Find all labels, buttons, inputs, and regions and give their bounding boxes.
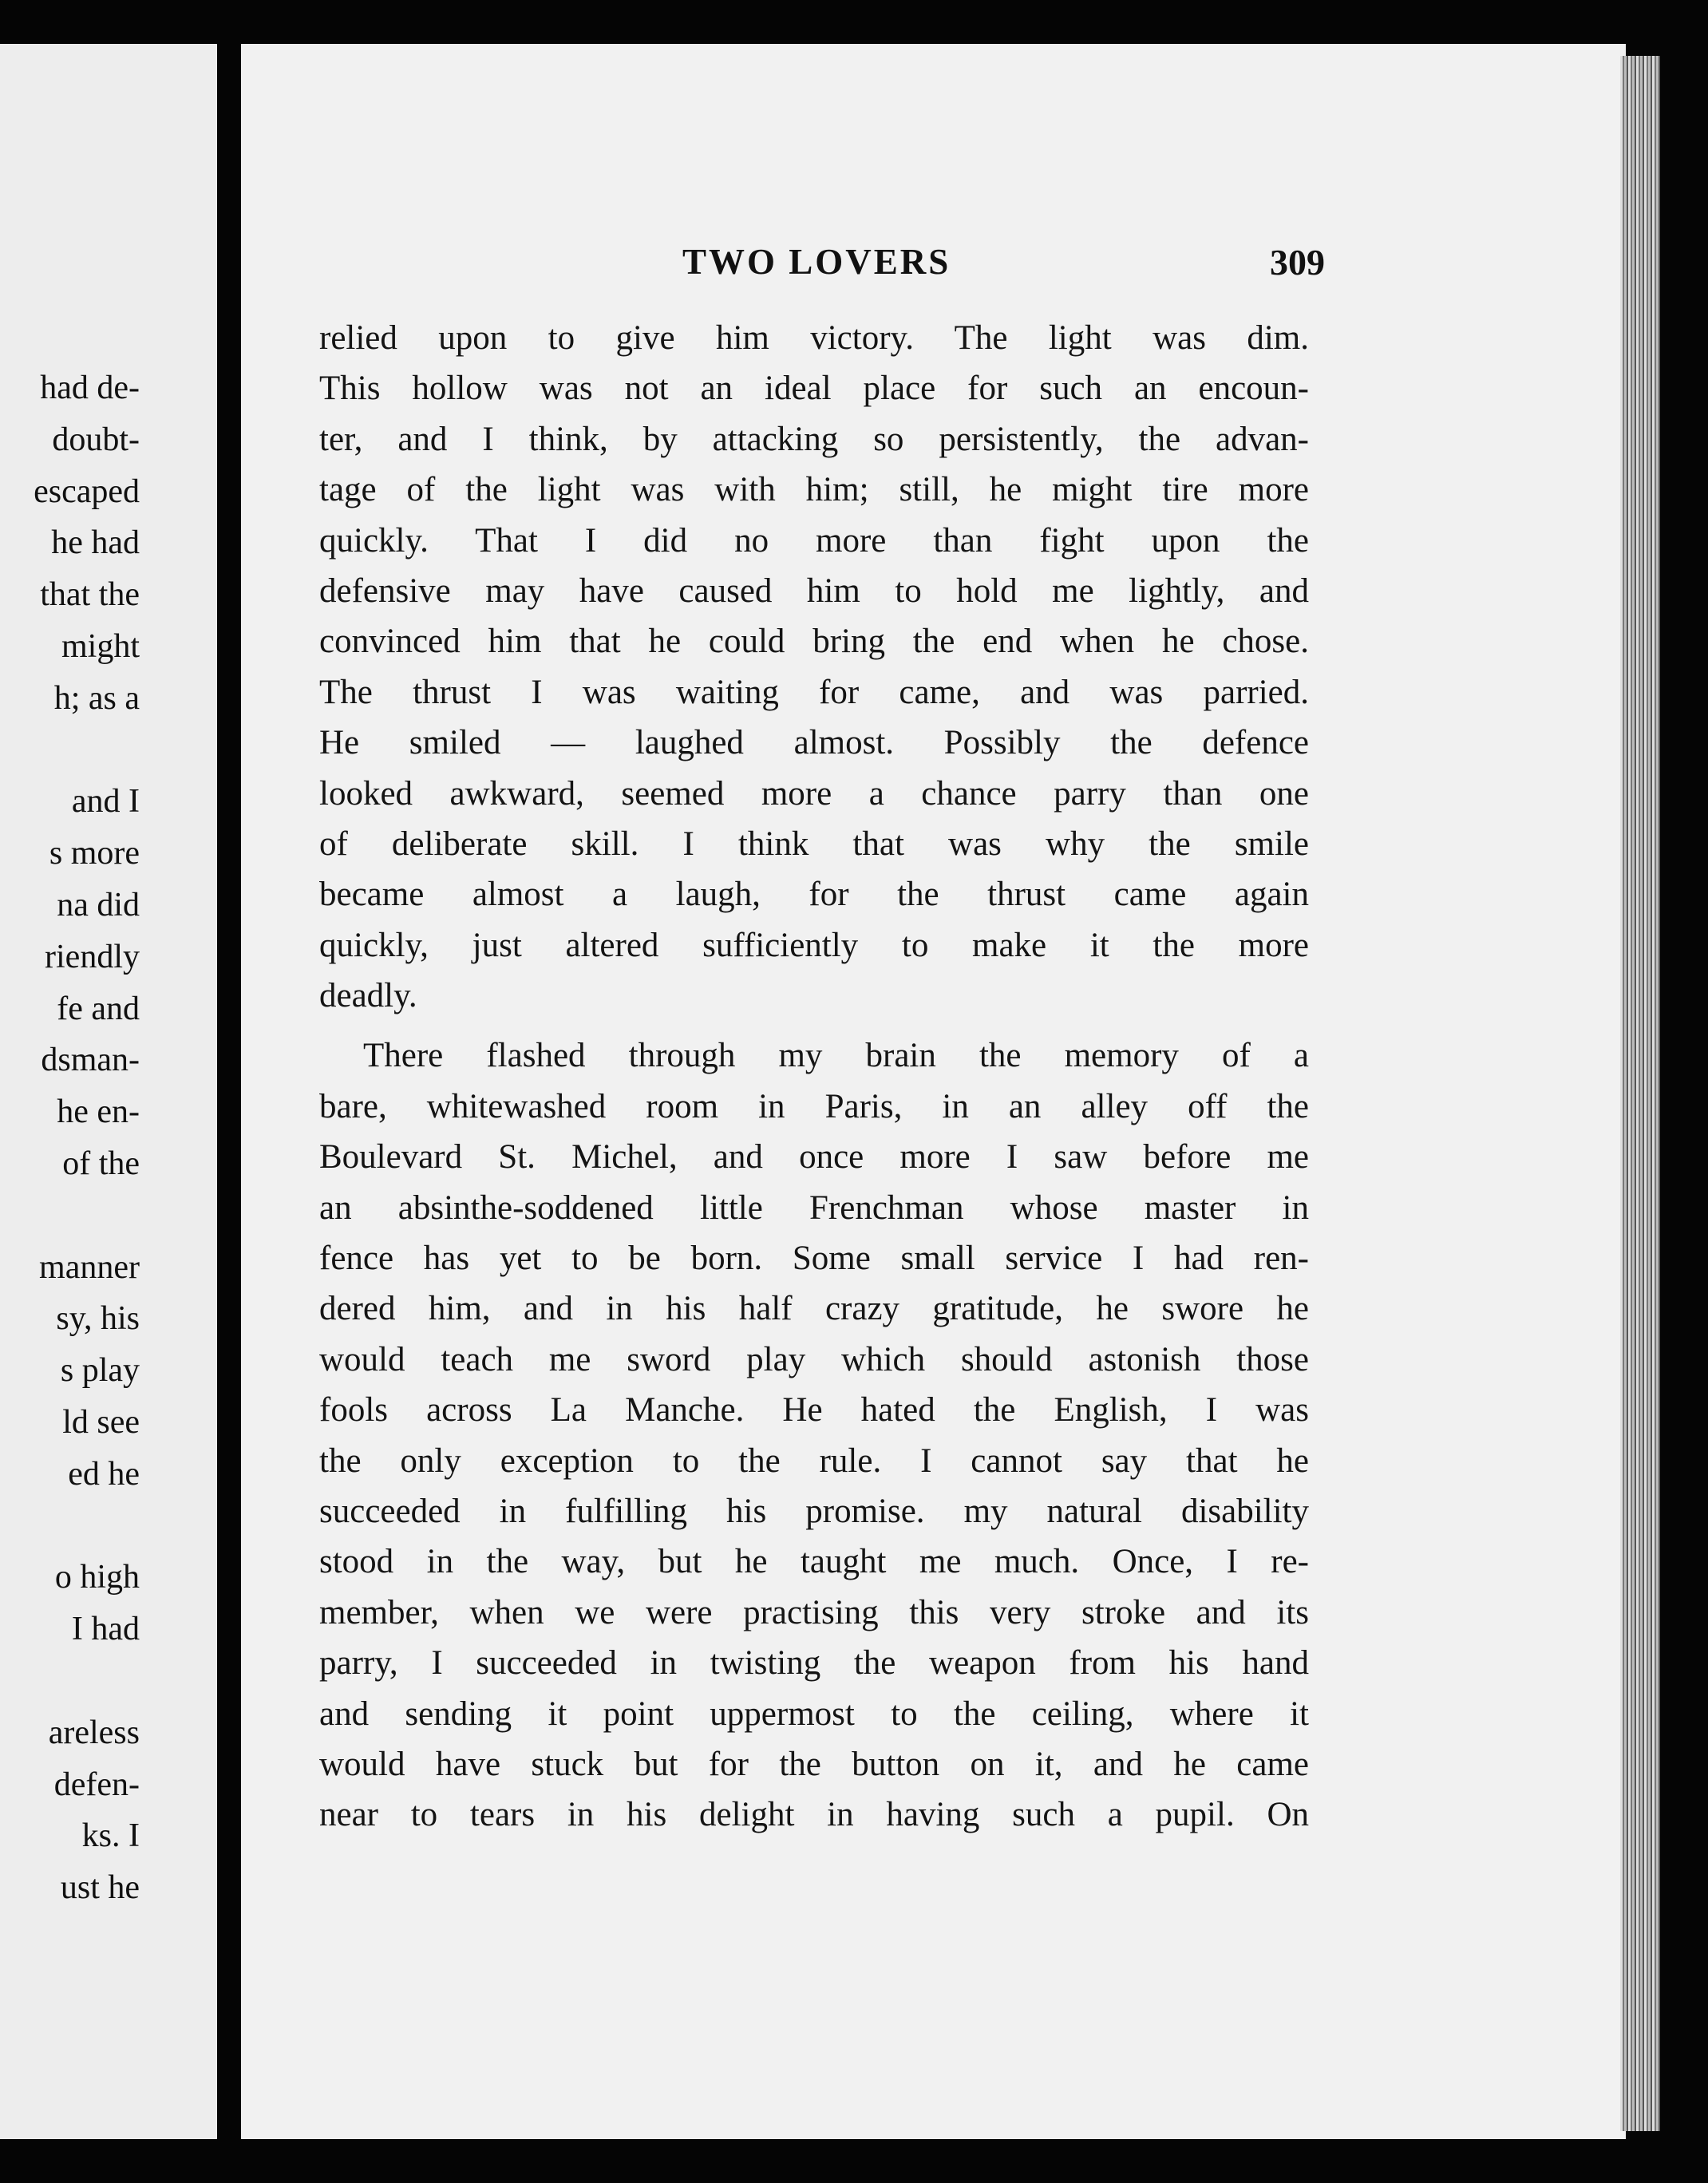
text-line: an absinthe-soddened little Frenchman whose master in bbox=[319, 1188, 1309, 1227]
facing-page-text: ed he bbox=[68, 1455, 140, 1493]
facing-page-text: he en- bbox=[57, 1093, 140, 1131]
text-line: ter, and I think, by attacking so persistently, the advan- bbox=[319, 420, 1309, 458]
text-line: He smiled — laughed almost. Possibly the defence bbox=[319, 724, 1309, 762]
page-edges bbox=[1620, 56, 1660, 2131]
facing-page-text: s more bbox=[49, 835, 140, 872]
facing-page-text: that the bbox=[40, 576, 140, 614]
facing-page-text: manner bbox=[39, 1248, 140, 1286]
text-line: fence has yet to be born. Some small service I had ren- bbox=[319, 1240, 1309, 1278]
text-line: would have stuck but for the button on it, and he came bbox=[319, 1745, 1309, 1783]
facing-page-text: might bbox=[61, 628, 140, 665]
facing-page-text: ld see bbox=[62, 1404, 140, 1441]
text-line: would teach me sword play which should astonish those bbox=[319, 1340, 1309, 1378]
facing-page-text: o high bbox=[54, 1559, 140, 1596]
facing-page-text: had de- bbox=[40, 370, 140, 406]
paragraph-1 bbox=[319, 313, 1309, 1021]
text-line: tage of the light was with him; still, he might tire more bbox=[319, 471, 1309, 509]
text-line: stood in the way, but he taught me much. Once, I re- bbox=[319, 1543, 1309, 1581]
facing-page-text: defen- bbox=[53, 1766, 140, 1803]
facing-page-text: of the bbox=[62, 1145, 140, 1182]
text-line: quickly. That I did no more than fight upon the bbox=[319, 521, 1309, 560]
text-line: dered him, and in his half crazy gratitude, he swore he bbox=[319, 1290, 1309, 1328]
facing-page-text: riendly bbox=[45, 938, 140, 975]
text-line: parry, I succeeded in twisting the weapon from his hand bbox=[319, 1644, 1309, 1683]
text-line: member, when we were practising this very stroke and its bbox=[319, 1593, 1309, 1631]
text-line: of deliberate skill. I think that was why the smile bbox=[319, 825, 1309, 863]
text-line: near to tears in his delight in having such a pupil. On bbox=[319, 1796, 1309, 1834]
text-line: There flashed through my brain the memory of a bbox=[363, 1037, 1309, 1075]
text-line: became almost a laugh, for the thrust came again bbox=[319, 876, 1309, 914]
facing-page-text: s play bbox=[60, 1352, 140, 1390]
text-line: quickly, just altered sufficiently to make it the more bbox=[319, 926, 1309, 964]
text-line: deadly. bbox=[319, 977, 417, 1015]
text-line: convinced him that he could bring the end when he chose. bbox=[319, 623, 1309, 661]
facing-page-text: dsman- bbox=[41, 1042, 140, 1079]
body-text bbox=[319, 313, 1309, 1841]
book-gutter bbox=[217, 0, 241, 2183]
page-number: 309 bbox=[1270, 242, 1325, 283]
facing-page-text: areless bbox=[48, 1714, 140, 1751]
facing-page-text: sy, his bbox=[56, 1300, 140, 1338]
facing-page-text: escaped bbox=[34, 473, 140, 510]
text-line: bare, whitewashed room in Paris, in an alley off the bbox=[319, 1087, 1309, 1125]
facing-page-text: and I bbox=[71, 783, 140, 821]
facing-page-text: ust he bbox=[60, 1869, 140, 1907]
facing-page-text: h; as a bbox=[53, 679, 140, 717]
paragraph-2 bbox=[319, 1030, 1309, 1840]
running-head: TWO LOVERS bbox=[682, 242, 951, 282]
text-line: succeeded in fulfilling his promise. my natural disability bbox=[319, 1492, 1309, 1530]
text-line: the only exception to the rule. I cannot say that he bbox=[319, 1441, 1309, 1480]
facing-page-text: na did bbox=[57, 887, 140, 923]
text-line: defensive may have caused him to hold me lightly, and bbox=[319, 571, 1309, 610]
text-line: and sending it point uppermost to the ceiling, where it bbox=[319, 1695, 1309, 1733]
facing-page-fragment bbox=[0, 44, 217, 2139]
facing-page-text: I had bbox=[71, 1611, 140, 1648]
text-line: Boulevard St. Michel, and once more I saw before me bbox=[319, 1138, 1309, 1177]
text-line: looked awkward, seemed more a chance parry than one bbox=[319, 774, 1309, 813]
text-line: relied upon to give him victory. The light was dim. bbox=[319, 319, 1309, 357]
text-line: fools across La Manche. He hated the English, I was bbox=[319, 1391, 1309, 1430]
facing-page-text: ks. I bbox=[81, 1817, 140, 1855]
facing-page-text: fe and bbox=[57, 990, 140, 1027]
facing-page-text: he had bbox=[51, 524, 140, 562]
text-line: This hollow was not an ideal place for such an encoun- bbox=[319, 370, 1309, 408]
facing-page-text: doubt- bbox=[52, 421, 140, 458]
page-header bbox=[319, 241, 1325, 286]
text-line: The thrust I was waiting for came, and was parried. bbox=[319, 673, 1309, 711]
